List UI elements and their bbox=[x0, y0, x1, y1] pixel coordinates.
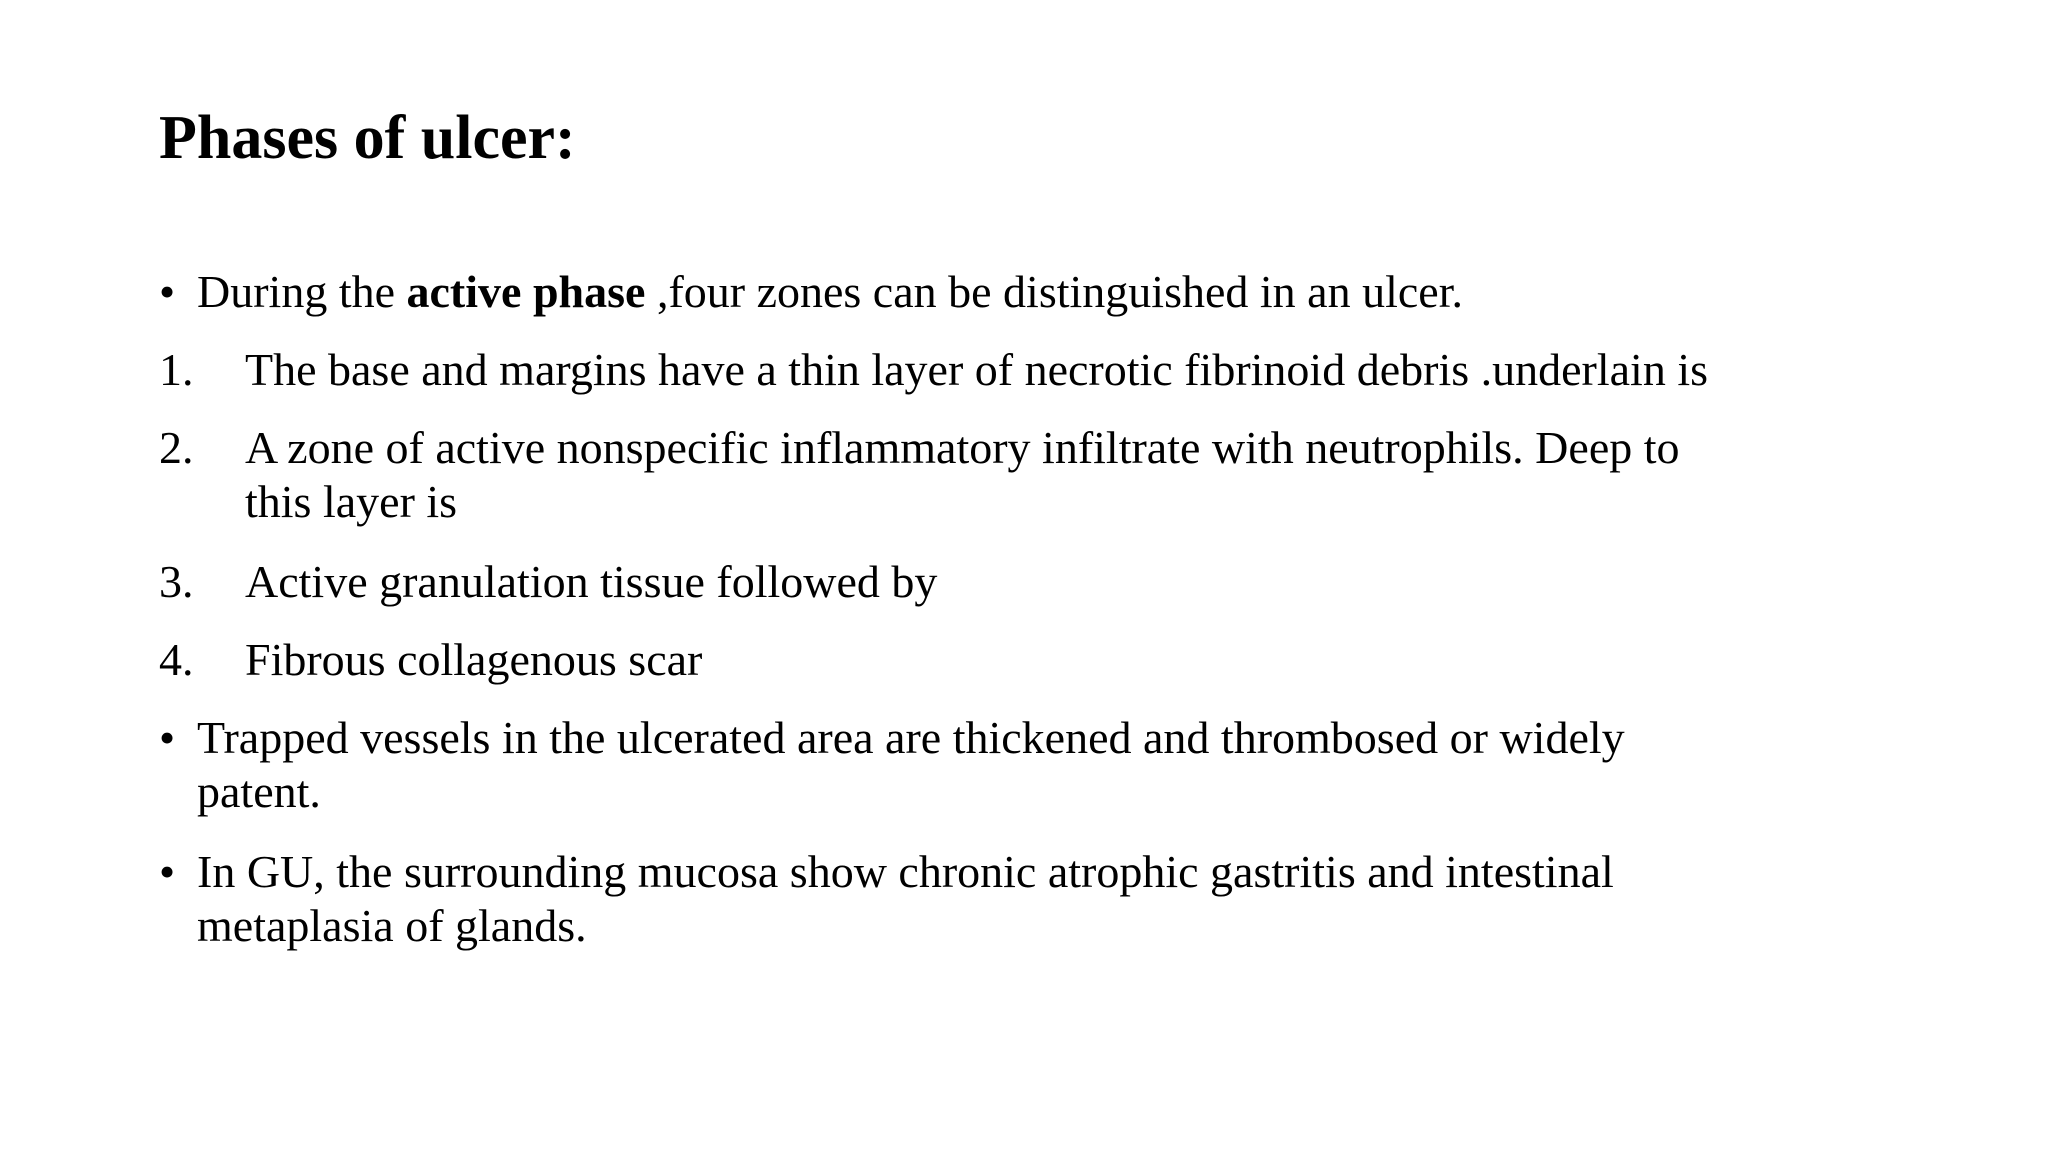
numbered-item-3 bbox=[159, 555, 2009, 609]
number-marker: 1. bbox=[159, 344, 194, 395]
numbered-item-4 bbox=[159, 633, 2009, 687]
bullet-text-line2: metaplasia of glands. bbox=[197, 900, 587, 951]
bullet-text-end: ,four zones can be distinguished in an ulcer. bbox=[645, 266, 1463, 317]
bullet-text-start: During the bbox=[197, 266, 407, 317]
bullet-item-active-phase bbox=[159, 265, 1959, 319]
numbered-item-text-line1: A zone of active nonspecific inflammatory infiltrate with neutrophils. Deep to bbox=[245, 422, 1680, 473]
bullet-text-line1: Trapped vessels in the ulcerated area are thickened and thrombosed or widely bbox=[197, 712, 1625, 763]
numbered-item-text-line2: this layer is bbox=[245, 476, 458, 527]
numbered-item-2 bbox=[159, 421, 2009, 529]
numbered-item-text: The base and margins have a thin layer of necrotic fibrinoid debris .underlain is bbox=[245, 344, 1709, 395]
number-marker: 3. bbox=[159, 556, 194, 607]
number-marker: 4. bbox=[159, 634, 194, 685]
numbered-item-1 bbox=[159, 343, 2009, 397]
bullet-text-bold: active phase bbox=[406, 266, 646, 317]
bullet-item-gu-mucosa bbox=[159, 845, 2009, 953]
numbered-item-text: Active granulation tissue followed by bbox=[245, 556, 938, 607]
bullet-item-trapped-vessels bbox=[159, 711, 2009, 819]
bullet-text-line2: patent. bbox=[197, 766, 321, 817]
bullet-marker: • bbox=[159, 712, 176, 763]
numbered-item-text: Fibrous collagenous scar bbox=[245, 634, 703, 685]
bullet-text bbox=[197, 265, 1463, 319]
bullet-text-line1: In GU, the surrounding mucosa show chronic atrophic gastritis and intestinal bbox=[197, 846, 1614, 897]
number-marker: 2. bbox=[159, 422, 194, 473]
slide-title: Phases of ulcer: bbox=[159, 104, 576, 172]
bullet-marker: • bbox=[159, 266, 176, 317]
bullet-marker: • bbox=[159, 846, 176, 897]
